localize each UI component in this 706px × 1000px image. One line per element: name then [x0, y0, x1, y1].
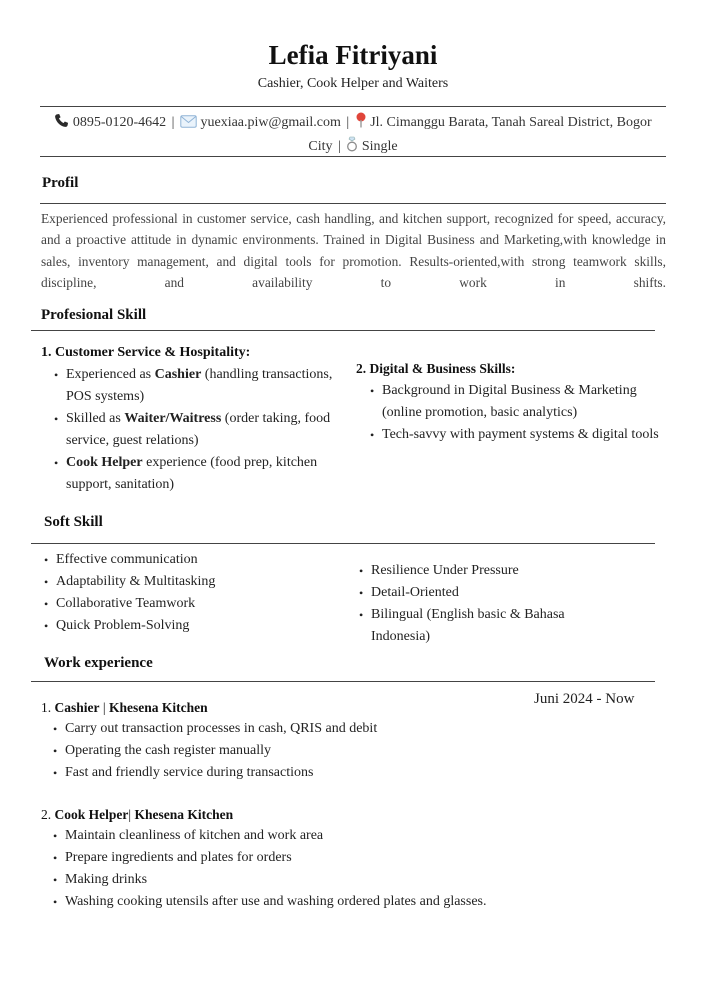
skill-list — [370, 380, 660, 446]
contact-line — [40, 112, 666, 160]
soft-skill-list-left — [44, 549, 334, 637]
job-title: 2. Cook Helper| Khesena Kitchen — [41, 807, 234, 822]
map-pin-icon — [355, 112, 367, 136]
soft-skill-item: • Bilingual (English basic & Bahasa Indonesia) — [359, 604, 619, 648]
soft-skill-item: • Resilience Under Pressure — [359, 560, 619, 582]
skill-category-title: 1. Customer Service & Hospitality: — [41, 345, 251, 360]
soft-skill-item: • Effective communication — [44, 549, 334, 571]
job-duty: • Washing cooking utensils after use and washing ordered plates and glasses. — [53, 891, 661, 913]
soft-skill-item: • Quick Problem-Solving — [44, 615, 334, 637]
phone-icon — [54, 113, 69, 136]
skill-column-left — [41, 342, 341, 496]
job-entry — [41, 805, 661, 913]
job-duty: • Operating the cash register manually — [53, 740, 641, 762]
header-divider-bottom — [40, 156, 666, 157]
separator: | — [338, 139, 341, 154]
skill-item: • Cook Helper experience (food prep, kitchen support, sanitation) — [54, 452, 339, 496]
professional-skill-heading: Profesional Skill — [41, 307, 147, 323]
resume-title: Cashier, Cook Helper and Waiters — [257, 76, 449, 91]
address-line2: City — [308, 139, 333, 154]
email-link[interactable]: yuexiaa.piw@gmail.com — [200, 115, 341, 130]
envelope-icon — [180, 114, 197, 136]
job-duty: • Maintain cleanliness of kitchen and work area — [53, 825, 661, 847]
job-entry — [41, 698, 641, 784]
soft-skill-item: • Collaborative Teamwork — [44, 593, 334, 615]
soft-skill-divider — [31, 543, 655, 544]
job-duty: • Prepare ingredients and plates for orders — [53, 847, 661, 869]
skill-item: • Tech-savvy with payment systems & digital tools — [370, 424, 660, 446]
soft-skill-heading: Soft Skill — [44, 514, 103, 530]
skill-item: • Background in Digital Business & Marketing (online promotion, basic analytics) — [370, 380, 660, 424]
work-experience-heading: Work experience — [44, 655, 153, 671]
job-duty: • Making drinks — [53, 869, 661, 891]
separator: | — [171, 115, 175, 130]
skill-column-right — [356, 358, 661, 446]
profile-text: Experienced professional in customer service, cash handling, and kitchen support, recognized for speed, accuracy, and a proactive attitude in dynamic environments. Trained in Digital Business and Marketing,with knowledge in sales, inventory management, and digital tools for promotion. Results-oriented,with strong teamwork skills, discipline, and availability to work in shifts. — [41, 211, 666, 290]
profile-divider — [40, 203, 666, 204]
professional-skill-divider — [31, 330, 655, 331]
work-experience-divider — [31, 681, 655, 682]
header-divider-top — [40, 106, 666, 107]
soft-skill-item: • Detail-Oriented — [359, 582, 619, 604]
skill-category-title: 2. Digital & Business Skills: — [356, 361, 516, 376]
soft-skill-item: • Adaptability & Multitasking — [44, 571, 334, 593]
job-duty: • Carry out transaction processes in cash, QRIS and debit — [53, 718, 641, 740]
job-duty: • Fast and friendly service during transactions — [53, 762, 641, 784]
resume-name: Lefia Fitriyani — [268, 40, 438, 70]
job-duties — [53, 718, 641, 784]
job-title: 1. Cashier | Khesena Kitchen — [41, 700, 208, 715]
separator: | — [346, 115, 350, 130]
address-line1: Jl. Cimanggu Barata, Tanah Sareal District, Bogor — [370, 115, 652, 130]
phone-number[interactable]: 0895-0120-4642 — [72, 115, 167, 130]
skill-list — [54, 364, 339, 496]
profile-heading: Profil — [42, 175, 79, 191]
skill-item: • Experienced as Cashier (handling transactions, POS systems) — [54, 364, 339, 408]
skill-item: • Skilled as Waiter/Waitress (order taking, food service, guest relations) — [54, 408, 339, 452]
marital-status: Single — [361, 139, 398, 154]
job-date: Juni 2024 - Now — [534, 691, 635, 707]
job-duties — [53, 825, 661, 913]
soft-skill-list-right — [359, 560, 619, 648]
